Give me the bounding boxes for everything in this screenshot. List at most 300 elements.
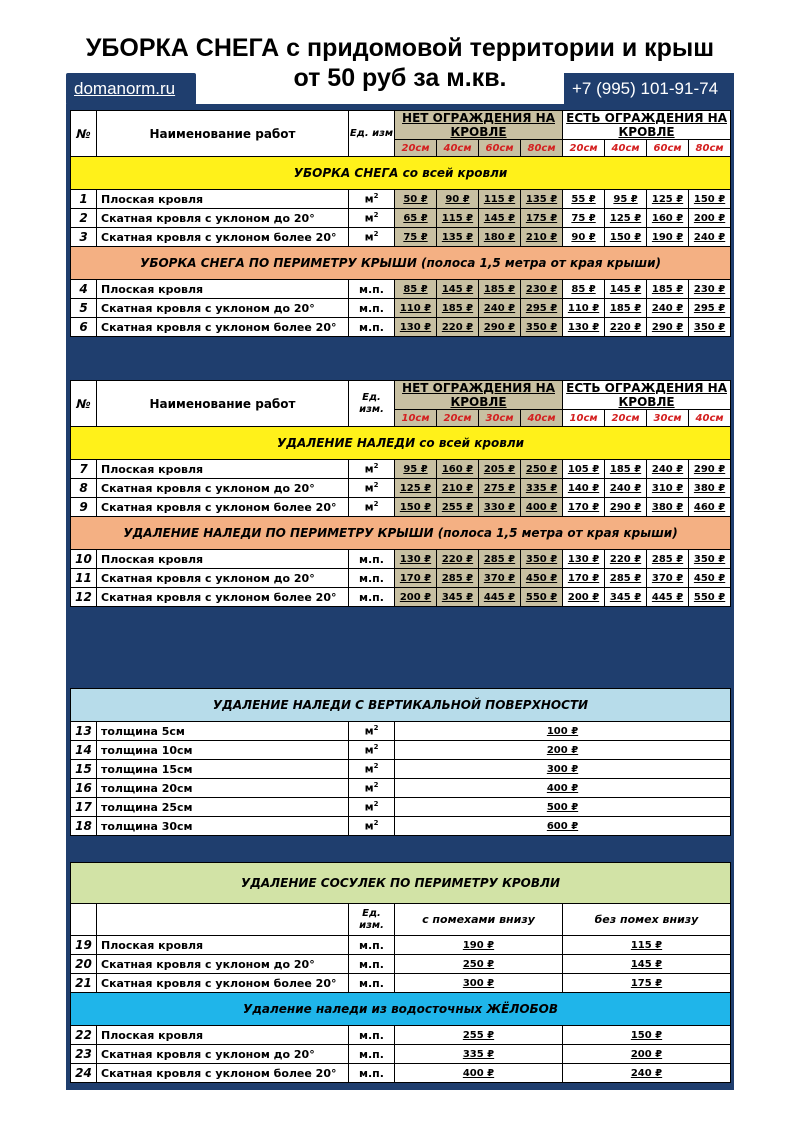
price-cell: 285 ₽ (605, 569, 647, 588)
unit-cell (349, 955, 395, 974)
thickness-label: 30см (479, 410, 521, 427)
price-cell: 460 ₽ (689, 498, 731, 517)
thickness-label: 10см (395, 410, 437, 427)
row-number: 1 (71, 190, 97, 209)
ice-removal-section (70, 380, 730, 607)
price-cell: 95 ₽ (395, 460, 437, 479)
col-without-obstacles-header: без помех внизу (563, 904, 731, 936)
price-cell: 335 ₽ (521, 479, 563, 498)
category-title: УДАЛЕНИЕ НАЛЕДИ ПО ПЕРИМЕТРУ КРЫШИ (полоса 1,5 метра от края крыши) (71, 517, 731, 550)
unit-label: м.п. (359, 571, 384, 585)
unit-label: м.п. (359, 320, 384, 334)
row-number: 19 (71, 936, 97, 955)
price-cell: 400 ₽ (395, 779, 731, 798)
price-cell: 185 ₽ (479, 280, 521, 299)
price-cell: 400 ₽ (395, 1064, 563, 1083)
work-name: толщина 15см (97, 760, 349, 779)
price-cell: 200 ₽ (563, 588, 605, 607)
table-row (71, 460, 731, 479)
row-number: 24 (71, 1064, 97, 1083)
col-name-header: Наименование работ (97, 381, 349, 427)
price-cell: 220 ₽ (437, 550, 479, 569)
price-cell: 200 ₽ (563, 1045, 731, 1064)
price-cell: 145 ₽ (605, 280, 647, 299)
price-cell: 160 ₽ (437, 460, 479, 479)
price-cell: 300 ₽ (395, 760, 731, 779)
price-cell: 150 ₽ (689, 190, 731, 209)
unit-cell (349, 798, 395, 817)
thickness-label: 20см (605, 410, 647, 427)
price-cell: 130 ₽ (395, 550, 437, 569)
price-cell: 380 ₽ (647, 498, 689, 517)
price-cell: 550 ₽ (689, 588, 731, 607)
unit-cell (349, 280, 395, 299)
price-cell: 240 ₽ (479, 299, 521, 318)
price-cell: 290 ₽ (479, 318, 521, 337)
table-row (71, 1064, 731, 1083)
unit-label: м (364, 192, 374, 206)
empty-cell (97, 904, 349, 936)
work-name: Скатная кровля с уклоном более 20° (97, 228, 349, 247)
group-no-fence-header: НЕТ ОГРАЖДЕНИЯ НА КРОВЛЕ (395, 381, 563, 410)
table-row (71, 318, 731, 337)
price-cell: 50 ₽ (395, 190, 437, 209)
table-row (71, 209, 731, 228)
unit-cell (349, 779, 395, 798)
unit-cell (349, 498, 395, 517)
price-cell: 185 ₽ (647, 280, 689, 299)
category-title: УБОРКА СНЕГА со всей кровли (71, 157, 731, 190)
table-row (71, 741, 731, 760)
unit-superscript: 2 (373, 800, 379, 809)
price-cell: 370 ₽ (479, 569, 521, 588)
category-rows (71, 936, 731, 993)
price-cell: 250 ₽ (521, 460, 563, 479)
table-row (71, 588, 731, 607)
price-cell: 75 ₽ (563, 209, 605, 228)
price-cell: 140 ₽ (563, 479, 605, 498)
price-cell: 115 ₽ (437, 209, 479, 228)
group-fence-header: ЕСТЬ ОГРАЖДЕНИЯ НА КРОВЛЕ (563, 111, 731, 140)
thickness-label: 20см (437, 410, 479, 427)
price-cell: 335 ₽ (395, 1045, 563, 1064)
thickness-label: 10см (563, 410, 605, 427)
thickness-label: 80см (521, 140, 563, 157)
price-cell: 210 ₽ (437, 479, 479, 498)
row-number: 23 (71, 1045, 97, 1064)
unit-label: м.п. (359, 957, 384, 971)
category-title: УДАЛЕНИЕ НАЛЕДИ С ВЕРТИКАЛЬНОЙ ПОВЕРХНОСТИ (71, 689, 731, 722)
row-number: 5 (71, 299, 97, 318)
price-cell: 290 ₽ (647, 318, 689, 337)
unit-cell (349, 1064, 395, 1083)
price-cell: 55 ₽ (563, 190, 605, 209)
col-num-header: № (71, 381, 97, 427)
price-cell: 130 ₽ (395, 318, 437, 337)
price-cell: 190 ₽ (647, 228, 689, 247)
price-cell: 125 ₽ (647, 190, 689, 209)
price-cell: 210 ₽ (521, 228, 563, 247)
price-cell: 105 ₽ (563, 460, 605, 479)
unit-cell (349, 550, 395, 569)
unit-label: м (364, 800, 374, 814)
unit-label: м.п. (359, 938, 384, 952)
work-name: Скатная кровля с уклоном более 20° (97, 318, 349, 337)
price-cell: 285 ₽ (437, 569, 479, 588)
price-cell: 240 ₽ (689, 228, 731, 247)
phone-label[interactable]: +7 (995) 101-91-74 (572, 79, 719, 98)
unit-label: м (364, 724, 374, 738)
price-cell: 350 ₽ (689, 550, 731, 569)
thickness-label: 40см (437, 140, 479, 157)
unit-cell (349, 760, 395, 779)
price-cell: 240 ₽ (563, 1064, 731, 1083)
category-title: УДАЛЕНИЕ СОСУЛЕК ПО ПЕРИМЕТРУ КРОВЛИ (71, 863, 731, 904)
page-title: УБОРКА СНЕГА с придомовой территории и крыш (85, 34, 715, 62)
category-rows (71, 550, 731, 607)
price-cell: 110 ₽ (395, 299, 437, 318)
table-row (71, 955, 731, 974)
work-name: толщина 10см (97, 741, 349, 760)
price-cell: 205 ₽ (479, 460, 521, 479)
price-cell: 345 ₽ (437, 588, 479, 607)
price-cell: 220 ₽ (605, 550, 647, 569)
unit-label: м.п. (359, 301, 384, 315)
price-cell: 300 ₽ (395, 974, 563, 993)
work-name: Скатная кровля с уклоном до 20° (97, 479, 349, 498)
row-number: 17 (71, 798, 97, 817)
price-cell: 275 ₽ (479, 479, 521, 498)
price-cell: 285 ₽ (479, 550, 521, 569)
price-cell: 180 ₽ (479, 228, 521, 247)
vertical-ice-section (70, 688, 730, 836)
snow-removal-table (70, 110, 731, 337)
work-name: Скатная кровля с уклоном до 20° (97, 569, 349, 588)
price-cell: 125 ₽ (395, 479, 437, 498)
price-cell: 170 ₽ (563, 569, 605, 588)
row-number: 13 (71, 722, 97, 741)
work-name: толщина 20см (97, 779, 349, 798)
price-cell: 220 ₽ (605, 318, 647, 337)
unit-cell (349, 299, 395, 318)
work-name: Плоская кровля (97, 1026, 349, 1045)
unit-superscript: 2 (373, 762, 379, 771)
col-name-header: Наименование работ (97, 111, 349, 157)
unit-superscript: 2 (373, 724, 379, 733)
price-cell: 90 ₽ (437, 190, 479, 209)
unit-superscript: 2 (373, 781, 379, 790)
price-cell: 220 ₽ (437, 318, 479, 337)
price-cell: 350 ₽ (521, 550, 563, 569)
table-row (71, 280, 731, 299)
icicle-section (70, 862, 730, 1083)
table-row (71, 798, 731, 817)
price-cell: 350 ₽ (689, 318, 731, 337)
thickness-label: 40см (605, 140, 647, 157)
price-cell: 150 ₽ (395, 498, 437, 517)
table-row (71, 974, 731, 993)
thickness-label: 20см (395, 140, 437, 157)
thickness-label: 20см (563, 140, 605, 157)
group-fence-header: ЕСТЬ ОГРАЖДЕНИЯ НА КРОВЛЕ (563, 381, 731, 410)
unit-cell (349, 228, 395, 247)
price-cell: 110 ₽ (563, 299, 605, 318)
price-cell: 135 ₽ (437, 228, 479, 247)
unit-label: м.п. (359, 1047, 384, 1061)
unit-cell (349, 936, 395, 955)
table-row (71, 190, 731, 209)
row-number: 10 (71, 550, 97, 569)
unit-cell (349, 588, 395, 607)
table-row (71, 498, 731, 517)
price-cell: 170 ₽ (395, 569, 437, 588)
price-cell: 255 ₽ (395, 1026, 563, 1045)
thickness-label: 80см (689, 140, 731, 157)
table-row (71, 299, 731, 318)
unit-superscript: 2 (373, 462, 379, 471)
work-name: Скатная кровля с уклоном до 20° (97, 209, 349, 228)
price-cell: 150 ₽ (605, 228, 647, 247)
unit-superscript: 2 (373, 192, 379, 201)
table-row (71, 479, 731, 498)
price-cell: 150 ₽ (563, 1026, 731, 1045)
category-rows (71, 460, 731, 517)
price-cell: 185 ₽ (437, 299, 479, 318)
price-cell: 370 ₽ (647, 569, 689, 588)
price-cell: 445 ₽ (479, 588, 521, 607)
price-cell: 285 ₽ (647, 550, 689, 569)
group-no-fence-header: НЕТ ОГРАЖДЕНИЯ НА КРОВЛЕ (395, 111, 563, 140)
price-cell: 185 ₽ (605, 460, 647, 479)
price-cell: 130 ₽ (563, 550, 605, 569)
price-cell: 130 ₽ (563, 318, 605, 337)
price-cell: 175 ₽ (521, 209, 563, 228)
table-row (71, 569, 731, 588)
price-cell: 295 ₽ (689, 299, 731, 318)
col-unit-header: Ед. изм (349, 111, 395, 157)
work-name: Плоская кровля (97, 550, 349, 569)
site-link-label[interactable]: domanorm.ru (74, 79, 176, 98)
table-row (71, 817, 731, 836)
unit-label: м (364, 230, 374, 244)
price-cell: 95 ₽ (605, 190, 647, 209)
page-subtitle: от 50 руб за м.кв. (293, 64, 507, 92)
unit-superscript: 2 (373, 743, 379, 752)
unit-label: м (364, 211, 374, 225)
table-row (71, 760, 731, 779)
price-cell: 345 ₽ (605, 588, 647, 607)
row-number: 4 (71, 280, 97, 299)
price-cell: 170 ₽ (563, 498, 605, 517)
price-cell: 240 ₽ (647, 299, 689, 318)
unit-cell (349, 974, 395, 993)
work-name: Плоская кровля (97, 936, 349, 955)
price-cell: 445 ₽ (647, 588, 689, 607)
unit-cell (349, 318, 395, 337)
thickness-label: 60см (479, 140, 521, 157)
row-number: 21 (71, 974, 97, 993)
work-name: Скатная кровля с уклоном более 20° (97, 588, 349, 607)
price-cell: 255 ₽ (437, 498, 479, 517)
unit-label: м (364, 462, 374, 476)
price-cell: 230 ₽ (521, 280, 563, 299)
table-row (71, 1045, 731, 1064)
price-cell: 90 ₽ (563, 228, 605, 247)
unit-label: м (364, 781, 374, 795)
price-cell: 185 ₽ (605, 299, 647, 318)
unit-label: м.п. (359, 976, 384, 990)
unit-label: м.п. (359, 552, 384, 566)
empty-cell (71, 904, 97, 936)
price-cell: 85 ₽ (395, 280, 437, 299)
price-cell: 380 ₽ (689, 479, 731, 498)
price-cell: 330 ₽ (479, 498, 521, 517)
unit-label: м (364, 481, 374, 495)
work-name: Плоская кровля (97, 280, 349, 299)
unit-label: м (364, 500, 374, 514)
thickness-label: 40см (521, 410, 563, 427)
row-number: 18 (71, 817, 97, 836)
price-cell: 115 ₽ (563, 936, 731, 955)
price-cell: 240 ₽ (647, 460, 689, 479)
price-cell: 145 ₽ (437, 280, 479, 299)
category-rows (71, 722, 731, 836)
unit-cell (349, 1045, 395, 1064)
price-cell: 400 ₽ (521, 498, 563, 517)
unit-cell (349, 460, 395, 479)
price-cell: 75 ₽ (395, 228, 437, 247)
row-number: 11 (71, 569, 97, 588)
row-number: 12 (71, 588, 97, 607)
category-title: Удаление наледи из водосточных ЖЁЛОБОВ (71, 993, 731, 1026)
price-cell: 450 ₽ (689, 569, 731, 588)
price-cell: 190 ₽ (395, 936, 563, 955)
category-rows (71, 190, 731, 247)
col-unit-header: Ед. изм. (349, 381, 395, 427)
table-row (71, 936, 731, 955)
unit-label: м (364, 819, 374, 833)
price-cell: 115 ₽ (479, 190, 521, 209)
row-number: 22 (71, 1026, 97, 1045)
work-name: толщина 25см (97, 798, 349, 817)
price-cell: 85 ₽ (563, 280, 605, 299)
row-number: 6 (71, 318, 97, 337)
row-number: 14 (71, 741, 97, 760)
category-rows (71, 280, 731, 337)
unit-cell (349, 722, 395, 741)
row-number: 15 (71, 760, 97, 779)
price-cell: 240 ₽ (605, 479, 647, 498)
unit-superscript: 2 (373, 500, 379, 509)
row-number: 2 (71, 209, 97, 228)
snow-removal-section (70, 110, 730, 337)
work-name: Скатная кровля с уклоном более 20° (97, 974, 349, 993)
category-title: УДАЛЕНИЕ НАЛЕДИ со всей кровли (71, 427, 731, 460)
price-cell: 200 ₽ (395, 588, 437, 607)
unit-superscript: 2 (373, 211, 379, 220)
price-cell: 350 ₽ (521, 318, 563, 337)
work-name: Плоская кровля (97, 190, 349, 209)
unit-cell (349, 209, 395, 228)
category-title: УБОРКА СНЕГА ПО ПЕРИМЕТРУ КРЫШИ (полоса 1,5 метра от края крыши) (71, 247, 731, 280)
price-cell: 550 ₽ (521, 588, 563, 607)
row-number: 16 (71, 779, 97, 798)
price-cell: 230 ₽ (689, 280, 731, 299)
price-cell: 200 ₽ (395, 741, 731, 760)
price-cell: 295 ₽ (521, 299, 563, 318)
unit-superscript: 2 (373, 230, 379, 239)
col-with-obstacles-header: с помехами внизу (395, 904, 563, 936)
phone-badge[interactable] (564, 73, 734, 105)
work-name: Скатная кровля с уклоном более 20° (97, 498, 349, 517)
price-cell: 125 ₽ (605, 209, 647, 228)
icicle-table (70, 862, 731, 1083)
table-row (71, 550, 731, 569)
col-unit-header: Ед. изм. (349, 904, 395, 936)
price-cell: 500 ₽ (395, 798, 731, 817)
price-cell: 160 ₽ (647, 209, 689, 228)
category-rows (71, 1026, 731, 1083)
row-number: 9 (71, 498, 97, 517)
unit-label: м (364, 762, 374, 776)
price-cell: 310 ₽ (647, 479, 689, 498)
price-cell: 200 ₽ (689, 209, 731, 228)
work-name: Скатная кровля с уклоном более 20° (97, 1064, 349, 1083)
row-number: 7 (71, 460, 97, 479)
work-name: толщина 30см (97, 817, 349, 836)
work-name: Плоская кровля (97, 460, 349, 479)
unit-label: м.п. (359, 282, 384, 296)
unit-cell (349, 1026, 395, 1045)
row-number: 20 (71, 955, 97, 974)
table-row (71, 1026, 731, 1045)
price-cell: 65 ₽ (395, 209, 437, 228)
unit-cell (349, 741, 395, 760)
col-num-header: № (71, 111, 97, 157)
unit-label: м.п. (359, 590, 384, 604)
price-cell: 290 ₽ (689, 460, 731, 479)
price-cell: 600 ₽ (395, 817, 731, 836)
price-cell: 290 ₽ (605, 498, 647, 517)
thickness-label: 30см (647, 410, 689, 427)
thickness-label: 40см (689, 410, 731, 427)
unit-label: м.п. (359, 1028, 384, 1042)
work-name: Скатная кровля с уклоном до 20° (97, 955, 349, 974)
price-cell: 145 ₽ (479, 209, 521, 228)
price-cell: 135 ₽ (521, 190, 563, 209)
price-cell: 250 ₽ (395, 955, 563, 974)
site-link[interactable] (66, 73, 196, 105)
unit-superscript: 2 (373, 481, 379, 490)
work-name: Скатная кровля с уклоном до 20° (97, 1045, 349, 1064)
ice-removal-table (70, 380, 731, 607)
unit-cell (349, 190, 395, 209)
work-name: Скатная кровля с уклоном до 20° (97, 299, 349, 318)
unit-superscript: 2 (373, 819, 379, 828)
work-name: толщина 5см (97, 722, 349, 741)
table-row (71, 779, 731, 798)
price-cell: 145 ₽ (563, 955, 731, 974)
unit-label: м.п. (359, 1066, 384, 1080)
thickness-label: 60см (647, 140, 689, 157)
vertical-ice-table (70, 688, 731, 836)
row-number: 8 (71, 479, 97, 498)
table-row (71, 722, 731, 741)
unit-cell (349, 569, 395, 588)
row-number: 3 (71, 228, 97, 247)
table-row (71, 228, 731, 247)
unit-cell (349, 817, 395, 836)
